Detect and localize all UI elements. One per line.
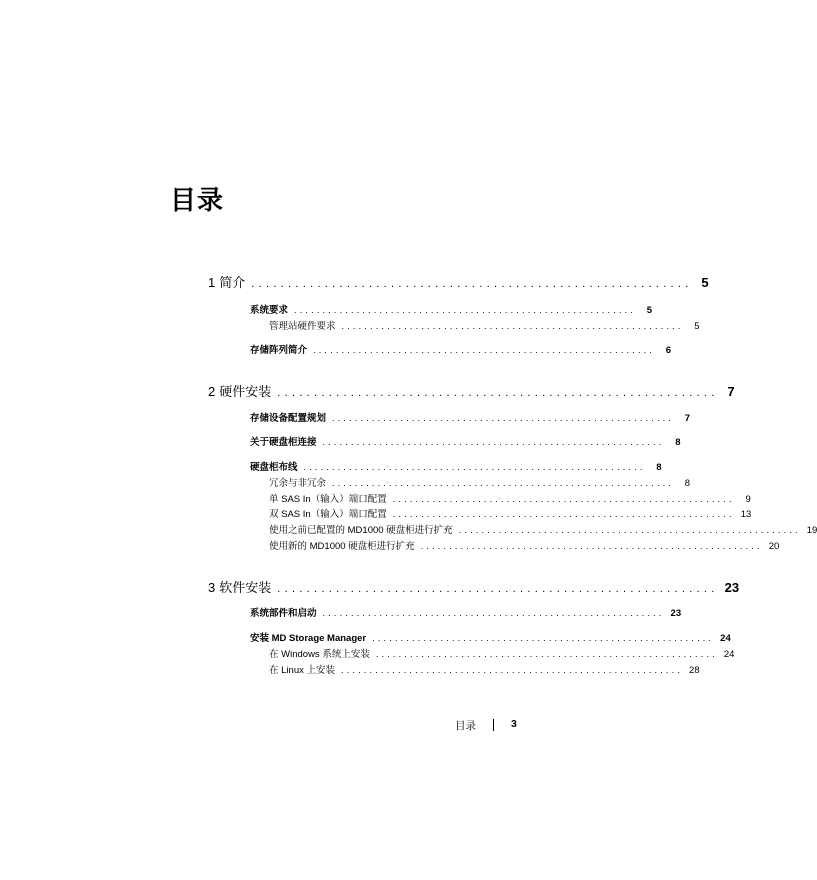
section-title: 硬盘柜布线 [250,462,298,473]
toc-section[interactable] [250,302,653,316]
dot-leader: ............................................................ [294,305,637,315]
subsection-title: 冗余与非冗余 [269,478,327,489]
page-number: 6 [665,345,672,356]
dot-leader: ............................................................ [392,509,735,519]
chapter-number: 1 [208,275,216,290]
toc-section[interactable] [250,410,691,424]
dot-leader: ............................................................ [420,541,763,551]
toc-section[interactable] [250,630,731,644]
toc-section[interactable] [250,605,682,619]
section-title: 系统要求 [250,305,289,316]
toc-chapter-3[interactable] [208,577,740,596]
dot-leader: ............................................................ [341,665,684,675]
dot-leader: ............................................................ [332,478,675,488]
dot-leader: ............................................................ [375,649,718,659]
toc-subsection[interactable] [269,662,700,676]
page-number: 24 [720,633,731,644]
footer-divider [493,719,494,731]
page-number: 8 [684,478,691,489]
chapter-title: 硬件安装 [219,384,272,399]
subsection-title: 使用之前已配置的 MD1000 硬盘柜进行扩充 [269,525,453,536]
page-number: 23 [670,608,682,619]
page-number: 24 [723,649,735,660]
toc-subsection[interactable] [269,491,751,505]
toc-section[interactable] [250,434,681,448]
page-number: 5 [694,321,700,332]
dot-leader: ............................................................ [341,321,684,331]
chapter-title: 软件安装 [219,580,272,595]
footer-page-number: 3 [511,718,517,730]
page-number: 5 [701,275,709,290]
page-number: 19 [806,525,817,536]
toc-subsection[interactable] [269,646,735,660]
page-footer [0,718,680,734]
dot-leader: ............................................................ [392,494,735,504]
dot-leader: ............................................................ [372,633,715,643]
toc-section[interactable] [250,459,662,473]
toc-section[interactable] [250,342,672,356]
dot-leader: ............................................................ [332,413,675,423]
page-number: 7 [727,384,735,399]
dot-leader: ............................................................ [322,437,665,447]
page-number: 9 [745,494,751,505]
dot-leader: ............................................................ [458,525,801,535]
page-number: 7 [684,413,691,424]
dot-leader: ............................................................ [303,462,646,472]
subsection-title: 使用新的 MD1000 硬盘柜进行扩充 [269,541,415,552]
toc-chapter-1[interactable] [208,272,709,291]
page-number: 23 [724,580,740,595]
footer-label: 目录 [455,720,476,732]
chapter-number: 3 [208,580,216,595]
page-number: 20 [768,541,780,552]
page-number: 8 [656,462,662,473]
page-number: 28 [689,665,700,676]
dot-leader: ............................................................ [277,583,719,595]
toc-subsection[interactable] [269,318,700,332]
section-title: 存储阵列简介 [250,345,308,356]
toc-subsection[interactable] [269,522,817,536]
chapter-number: 2 [208,384,216,399]
toc-subsection[interactable] [269,538,780,552]
page-number: 8 [675,437,681,448]
section-title: 关于硬盘柜连接 [250,437,317,448]
section-title: 存储设备配置规划 [250,413,327,424]
dot-leader: ............................................................ [277,387,719,399]
dot-leader: ............................................................ [251,278,693,290]
subsection-title: 在 Linux 上安装 [269,665,335,676]
subsection-title: 双 SAS In（输入）端口配置 [269,509,387,520]
dot-leader: ............................................................ [313,345,656,355]
subsection-title: 管理站硬件要求 [269,321,336,332]
toc-chapter-2[interactable] [208,381,735,400]
page-title: 目录 [170,186,225,216]
section-title: 系统部件和启动 [250,608,317,619]
chapter-title: 简介 [219,275,246,290]
dot-leader: ............................................................ [322,608,665,618]
subsection-title: 单 SAS In（输入）端口配置 [269,494,387,505]
toc-subsection[interactable] [269,506,752,520]
section-title: 安装 MD Storage Manager [250,633,367,644]
subsection-title: 在 Windows 系统上安装 [269,649,370,660]
page-number: 5 [646,305,653,316]
toc-subsection[interactable] [269,475,691,489]
page-number: 13 [740,509,752,520]
